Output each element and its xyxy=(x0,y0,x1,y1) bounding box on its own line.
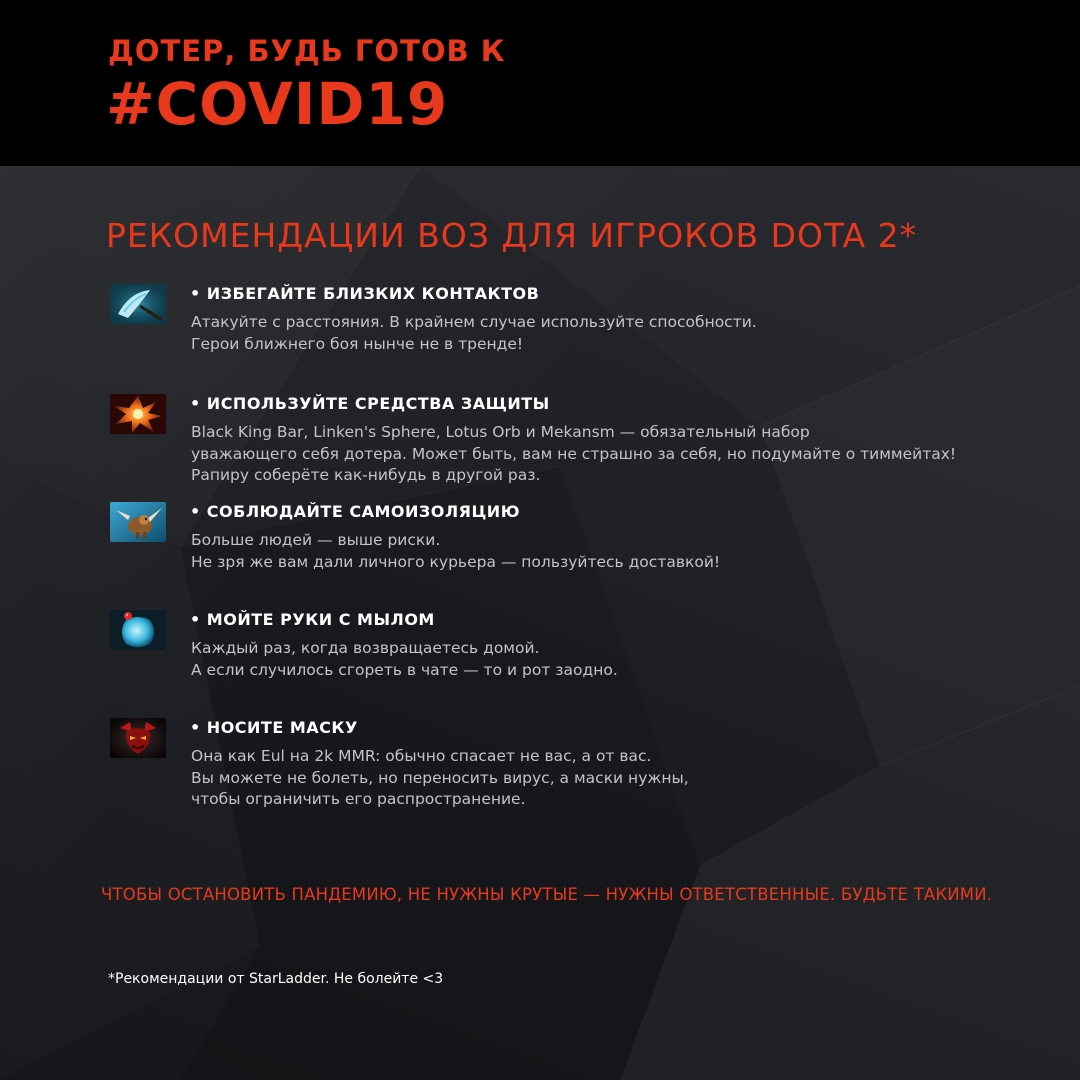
axe-icon xyxy=(110,284,166,324)
tip-line: Больше людей — выше риски. xyxy=(191,531,441,549)
section-title: РЕКОМЕНДАЦИИ ВОЗ ДЛЯ ИГРОКОВ DOTA 2* xyxy=(106,216,918,255)
tip-line: А если случилось сгореть в чате — то и рот заодно. xyxy=(191,660,618,679)
tip-line: Герои ближнего боя нынче не в тренде! xyxy=(191,334,524,353)
header-banner xyxy=(0,0,1080,166)
header-hashtag: #COVID19 xyxy=(106,70,449,138)
tip-heading: • ИЗБЕГАЙТЕ БЛИЗКИХ КОНТАКТОВ xyxy=(190,284,540,303)
tip-description xyxy=(191,530,720,573)
tip-description xyxy=(191,422,956,487)
tip-heading: • ИСПОЛЬЗУЙТЕ СРЕДСТВА ЗАЩИТЫ xyxy=(190,394,550,413)
courier-icon xyxy=(110,502,166,542)
tip-line: уважающего себя дотера. Может быть, вам не страшно за себя, но подумайте о тиммейтах! xyxy=(191,444,957,463)
tip-heading: • СОБЛЮДАЙТЕ САМОИЗОЛЯЦИЮ xyxy=(190,502,520,521)
tip-line: Black King Bar, Linken's Sphere, Lotus Orb и Mekansm — обязательный набор xyxy=(191,423,810,441)
explosion-icon xyxy=(110,394,166,434)
footnote: *Рекомендации от StarLadder. Не болейте <3 xyxy=(108,971,444,987)
tip-description xyxy=(191,746,689,811)
header-subtitle: ДОТЕР, БУДЬ ГОТОВ К xyxy=(108,34,506,68)
tip-line: Не зря же вам дали личного курьера — пользуйтесь доставкой! xyxy=(191,552,721,571)
footer-slogan: ЧТОБЫ ОСТАНОВИТЬ ПАНДЕМИЮ, НЕ НУЖНЫ КРУТЫЕ — НУЖНЫ ОТВЕТСТВЕННЫЕ. БУДЬТЕ ТАКИМИ. xyxy=(101,885,993,904)
bottle-icon xyxy=(110,610,166,650)
tip-line: Атакуйте с расстояния. В крайнем случае используйте способности. xyxy=(191,313,757,331)
tip-heading: • МОЙТЕ РУКИ С МЫЛОМ xyxy=(190,610,435,629)
mask-icon xyxy=(110,718,166,758)
tip-description xyxy=(191,638,618,681)
tip-description xyxy=(191,312,757,355)
tip-line: чтобы ограничить его распространение. xyxy=(191,790,526,808)
tip-heading: • НОСИТЕ МАСКУ xyxy=(190,718,358,737)
tip-line: Рапиру соберёте как-нибудь в другой раз. xyxy=(191,466,541,484)
tip-line: Она как Eul на 2k MMR: обычно спасает не вас, а от вас. xyxy=(191,747,652,765)
tip-line: Каждый раз, когда возвращаетесь домой. xyxy=(191,639,540,657)
tip-line: Вы можете не болеть, но переносить вирус, а маски нужны, xyxy=(191,768,689,787)
